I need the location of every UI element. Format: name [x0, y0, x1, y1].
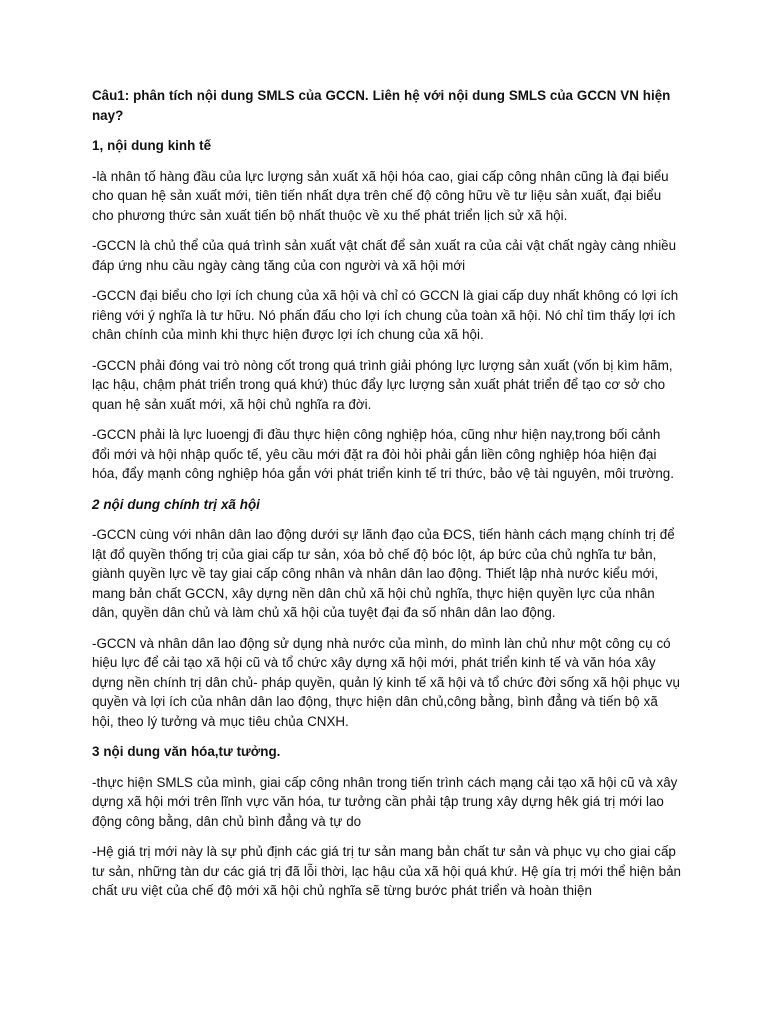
section-heading-economic: 1, nội dung kinh tế [92, 138, 212, 153]
section-heading-cultural: 3 nội dung văn hóa,tư tưởng. [92, 744, 281, 759]
section-heading-political: 2 nội dung chính trị xã hội [92, 496, 260, 512]
paragraph: -GCCN đại biểu cho lợi ích chung của xã hội và chỉ có GCCN là giai cấp duy nhất không có lợi ích riêng với ý nghĩa là tư hữu. Nó phấn đấu cho lợi ích chung của toàn xã hội. Nó chỉ tìm thấy lợi ích chân chính của mình khi thực hiện được lợi ích chung của xã hội. [92, 288, 679, 342]
paragraph: -GCCN cùng với nhân dân lao động dưới sự lãnh đạo của ĐCS, tiến hành cách mạng chính trị để lật đổ quyền thống trị của giai cấp tư sản, xóa bỏ chế độ bóc lột, áp bức của chủ nghĩa tư bản, giành quyền lực về tay giai cấp công nhân và nhân dân lao động. Thiết lập nhà nước kiểu mới, mang bản chất GCCN, xây dựng nền dân chủ xã hội chủ nghĩa, thực hiện quyền lực của nhân dân, quyền dân chủ và làm chủ xã hội của tuyệt đại đa số nhân dân lao động. [92, 527, 675, 620]
paragraph: -GCCN và nhân dân lao động sử dụng nhà nước của mình, do mình làn chủ như một công cụ có hiệu lực để cải tạo xã hội cũ và tổ chức xây dựng xã hội mới, phát triển kinh tế và văn hóa xây dựng nền chính trị dân chủ- pháp quyền, quản lý kinh tế xã hội và tổ chức đời sống xã hội phục vụ quyền và lợi ích của nhân dân lao động, thực hiện dân chủ,công bằng, bình đẳng và tiến bộ xã hội, theo lý tưởng và mục tiêu chủa CNXH. [92, 635, 680, 729]
paragraph: -Hệ giá trị mới này là sự phủ định các giá trị tư sản mang bản chất tư sản và phục vụ cho giai cấp tư sản, những tàn dư các giá trị đã lỗi thời, lạc hậu của xã hội quá khứ. Hệ gía trị mới thể hiện bản chất ưu việt của chế độ mới xã hội chủ nghĩa sẽ từng bước phát triển và hoàn thiện [92, 844, 681, 898]
paragraph: -thực hiện SMLS của mình, giai cấp công nhân trong tiến trình cách mạng cải tạo xã hội cũ và xây dựng xã hội mới trên lĩnh vực văn hóa, tư tưởng cần phải tập trung xây dựng hêk giá trị mới lao động công bằng, dân chủ bình đẳng và tự do [92, 774, 678, 829]
paragraph: -là nhân tố hàng đầu của lực lượng sản xuất xã hội hóa cao, giai cấp công nhân cũng là đại biểu cho quan hệ sản xuất mới, tiên tiến nhất dựa trên chế độ công hữu về tư liệu sản xuất, đại biểu cho phương thức sản xuất tiến bộ nhất thuộc về xu thế phát triển lịch sử xã hội. [92, 168, 669, 223]
document-body [92, 86, 682, 912]
paragraph: -GCCN phải đóng vai trò nòng cốt trong quá trình giải phóng lực lượng sản xuất (vốn bị kìm hãm, lạc hậu, chậm phát triển trong quá khứ) thúc đẩy lực lượng sản xuất phát triển để tạo cơ sở cho quan hệ sản xuất mới, xã hội chủ nghĩa ra đời. [92, 357, 673, 412]
paragraph: -GCCN là chủ thể của quá trình sản xuất vật chất để sản xuất ra của cải vật chất ngày càng nhiều đáp ứng nhu cầu ngày càng tăng của con người và xã hội mới [92, 238, 677, 273]
question-title: Câu1: phân tích nội dung SMLS của GCCN. Liên hệ với nội dung SMLS của GCCN VN hiện nay? [92, 88, 671, 123]
paragraph: -GCCN phải là lực luoengj đi đầu thực hiện công nghiệp hóa, cũng như hiện nay,trong bối cảnh đổi mới và hội nhập quốc tế, yêu cầu mới đặt ra đòi hỏi phải gắn liền công nghiệp hóa hiện đại hóa, đẩy mạnh công nghiệp hóa gắn với phát triển kinh tế tri thức, bảo vệ tài nguyên, môi trường. [92, 427, 674, 481]
